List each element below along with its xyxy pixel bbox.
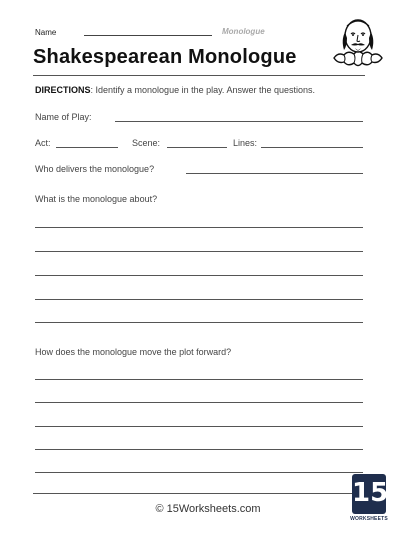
directions-label: DIRECTIONS xyxy=(35,85,91,95)
name-of-play-label: Name of Play: xyxy=(35,112,92,122)
footer-copyright[interactable]: © 15Worksheets.com xyxy=(155,503,261,515)
title-divider xyxy=(33,75,365,76)
act-label: Act: xyxy=(35,138,51,148)
answer-line[interactable] xyxy=(35,227,363,228)
question-1: What is the monologue about? xyxy=(35,194,158,204)
directions xyxy=(35,85,315,95)
page-title: Shakespearean Monologue xyxy=(33,46,297,68)
who-delivers-label: Who delivers the monologue? xyxy=(35,164,155,174)
logo-word: WORKSHEETS xyxy=(350,516,388,522)
question-2: How does the monologue move the plot forward? xyxy=(35,347,232,357)
15worksheets-logo-icon xyxy=(350,474,389,526)
act-field[interactable] xyxy=(56,147,118,148)
logo-number: 15 xyxy=(352,478,389,508)
name-of-play-field[interactable] xyxy=(115,121,363,122)
answer-line[interactable] xyxy=(35,251,363,252)
footer-divider xyxy=(33,493,365,494)
answer-line[interactable] xyxy=(35,402,363,403)
lines-field[interactable] xyxy=(261,147,363,148)
name-label: Name xyxy=(35,28,57,37)
scene-label: Scene: xyxy=(132,138,161,148)
answer-line[interactable] xyxy=(35,322,363,323)
answer-line[interactable] xyxy=(35,275,363,276)
who-delivers-field[interactable] xyxy=(186,173,363,174)
answer-line[interactable] xyxy=(35,379,363,380)
name-field-line[interactable] xyxy=(84,35,212,36)
scene-field[interactable] xyxy=(167,147,227,148)
lines-label: Lines: xyxy=(233,138,258,148)
answer-line[interactable] xyxy=(35,472,363,473)
answer-line[interactable] xyxy=(35,449,363,450)
answer-line[interactable] xyxy=(35,426,363,427)
worksheet-tag: Monologue xyxy=(222,27,265,36)
directions-text: : Identify a monologue in the play. Answer the questions. xyxy=(90,85,315,95)
answer-line[interactable] xyxy=(35,299,363,300)
shakespeare-portrait-icon xyxy=(330,12,386,72)
